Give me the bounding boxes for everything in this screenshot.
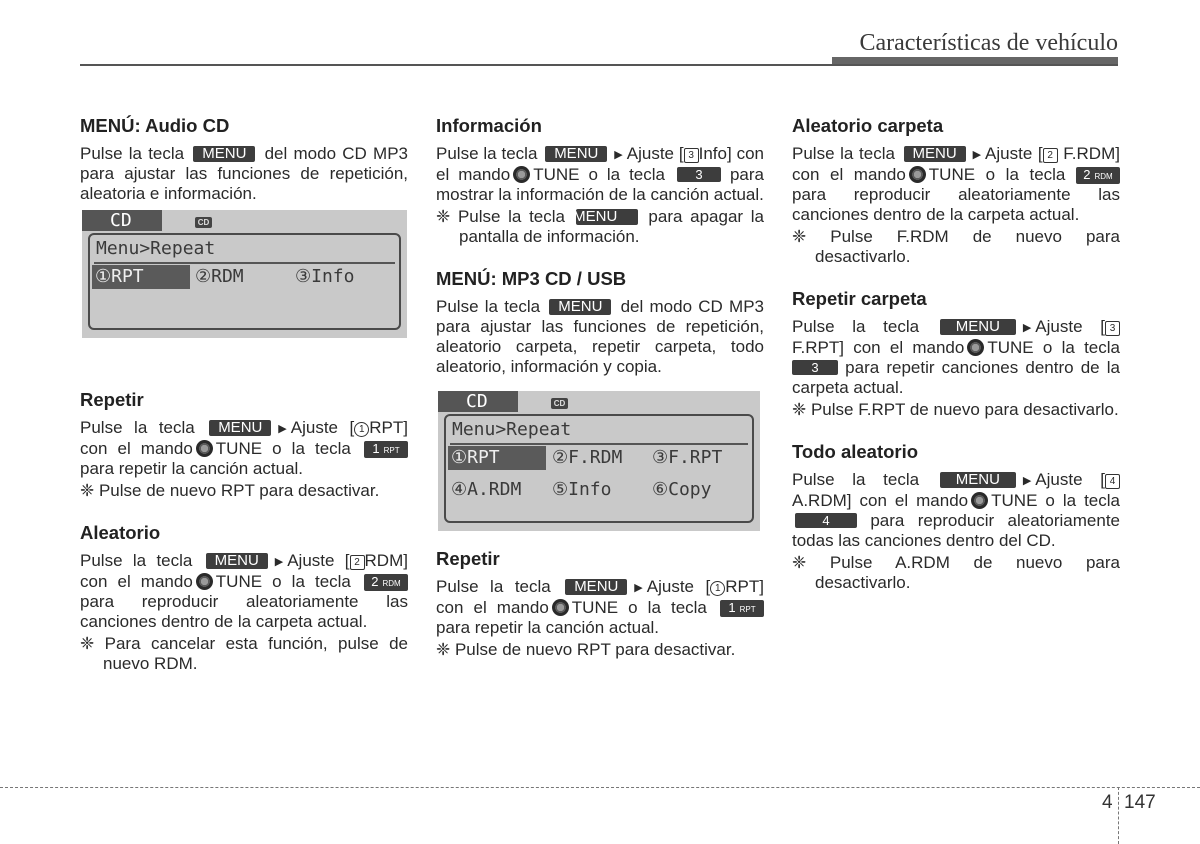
screen-option: ⑤Info [552,479,612,500]
text: TUNE [991,491,1038,510]
key-4: 4 [795,513,857,528]
text: Pulse la tecla [436,144,538,163]
text: canciones dentro de la carpeta actual. [792,358,1120,397]
paragraph [80,418,408,479]
text: TUNE [533,165,580,184]
text: RPT] [369,418,408,437]
section-informacion [436,114,764,247]
text: F.RDM] con el mando [792,144,1120,184]
text: Pulse la tecla [436,297,541,316]
text: TUNE [928,165,976,184]
section-title: Información [436,115,542,136]
section-repetir-mp3 [436,547,764,660]
text: o la tecla [272,439,351,458]
text: TUNE [215,572,263,591]
menu-key: MENU [565,579,627,595]
section-title: Repetir carpeta [792,288,927,309]
text: Pulse la tecla [792,317,920,336]
section-repetir-carpeta [792,287,1120,420]
tune-knob-icon [552,599,569,616]
text: Ajuste [ [287,551,350,570]
section-title: Todo aleatorio [792,441,919,462]
menu-key: MENU [545,146,607,162]
text: reproducir aleatoriamente todas las canciones dentro del CD. [792,511,1120,550]
rdm-key: 2 RDM [1076,167,1120,184]
screen-frame [88,233,401,330]
section-title: MENÚ: Audio CD [80,115,230,136]
rpt-key: 1 RPT [720,600,764,617]
text: aleatoriamente las canciones dentro de la carpeta actual. [792,185,1120,224]
tune-knob-icon [196,440,213,457]
paragraph [436,297,764,377]
text: RPT] [725,577,764,596]
arrow-right-icon: ▶ [278,423,287,435]
rpt-key: 1 RPT [364,441,408,458]
column-left [80,114,408,674]
menu-key: MENU [904,146,966,162]
display-screen-mp3 [438,391,760,531]
text: o la tecla [1045,491,1120,510]
menu-key: MENU [549,299,611,315]
tune-knob-icon [967,339,984,356]
text: TUNE [571,598,619,617]
paragraph [792,317,1120,398]
text: o la tecla [628,598,707,617]
boxed-number-icon: 3 [684,148,699,163]
circled-number-icon: 1 [354,422,369,437]
key-3: 3 [792,360,838,375]
boxed-number-icon: 2 [1043,148,1058,163]
text: con el mando [80,439,193,458]
footer-divider [0,787,1200,788]
note: ❈ Para cancelar esta función, pulse de nuevo RDM. [80,634,408,673]
section-aleatorio [80,521,408,674]
text: con el mando [436,144,764,184]
paragraph [436,144,764,205]
text: para repetir [845,358,935,377]
text: con el mando [436,598,549,617]
text: o la tecla [985,165,1066,184]
text: para apagar la pantalla de información. [459,207,764,246]
text: para reproducir [792,185,931,204]
cd-icon: CD [195,217,212,228]
rdm-key: 2 RDM [364,574,408,591]
screen-tab: CD [82,210,162,231]
paragraph [792,144,1120,225]
screen-option: ②F.RDM [552,447,623,468]
text: para repetir la canción actual. [80,459,304,478]
note: ❈ Pulse F.RPT de nuevo para desactivarlo. [792,400,1119,419]
screen-option: ③F.RPT [652,447,723,468]
text: Pulse la tecla [436,577,551,596]
paragraph [792,470,1120,551]
note: ❈ Pulse F.RDM de nuevo para desactivarlo. [792,227,1120,266]
paragraph [80,144,408,204]
text: Ajuste [ [646,577,711,596]
paragraph [80,551,408,632]
footer-vertical-divider [1118,787,1119,844]
screen-option: ③Info [295,266,355,287]
boxed-number-icon: 3 [1105,321,1120,336]
text: Ajuste [ [1035,470,1105,489]
screen-option: ①RPT [92,265,190,289]
column-right [792,114,1120,593]
screen-option: ⑥Copy [652,479,712,500]
menu-key: MENU [209,420,271,436]
text: Pulse la tecla [80,551,193,570]
circled-number-icon: 1 [710,581,725,596]
text: con el mando [80,572,193,591]
note: ❈ Pulse de nuevo RPT para desactivar. [80,481,380,500]
paragraph [436,577,764,638]
column-middle [436,114,764,660]
arrow-right-icon: ▶ [972,149,982,161]
page-number: 147 [1124,792,1156,813]
header-title: Características de vehículo [859,30,1118,56]
text: RDM] [364,551,408,570]
section-title: Repetir [80,389,144,410]
text: TUNE [215,439,263,458]
boxed-number-icon: 4 [1105,474,1120,489]
text: del modo CD MP3 para ajustar las funciones de repetición, aleatoria e información. [80,144,408,203]
arrow-right-icon: ▶ [614,149,623,161]
section-repetir [80,388,408,501]
text: o la tecla [272,572,351,591]
tune-knob-icon [196,573,213,590]
text: Pulse la tecla [80,418,195,437]
header-line [80,64,1118,66]
text: Ajuste [ [290,418,355,437]
note [436,207,764,247]
screen-option: ④A.RDM [451,479,522,500]
section-aleatorio-carpeta [792,114,1120,267]
text: para mostrar la información de la canción actual. [436,165,764,204]
text: o la tecla [1042,338,1120,357]
text: Pulse la tecla [792,470,920,489]
text: del modo CD MP3 para ajustar las funciones de repetición, aleatorio carpeta, repetir carpeta, todo aleatorio, información y copia. [436,297,764,376]
arrow-right-icon: ▶ [1022,322,1032,334]
screen-option: ②RDM [195,266,244,287]
menu-key: MENU [940,319,1016,335]
screen-menu-line: Menu>Repeat [452,419,572,440]
text: F.RPT] con el mando [792,338,965,357]
text: TUNE [987,338,1034,357]
screen-menu-line: Menu>Repeat [96,238,216,259]
section-title: Repetir [436,548,500,569]
text: Ajuste [ [985,144,1043,163]
screen-option: ①RPT [448,446,546,470]
text: para repetir la canción actual. [436,618,660,637]
tune-knob-icon [909,166,926,183]
key-3: 3 [677,167,721,182]
section-title: Aleatorio [80,522,161,543]
text: ❈ Pulse la tecla [436,207,565,226]
arrow-right-icon: ▶ [1022,475,1032,487]
text: para reproducir aleatoriamente las canciones dentro de la carpeta actual. [80,592,408,631]
chapter-number: 4 [1102,792,1113,813]
section-menu-mp3 [436,267,764,377]
note: ❈ Pulse A.RDM de nuevo para desactivarlo. [792,553,1120,592]
screen-separator [450,443,748,445]
section-title: Aleatorio carpeta [792,115,944,136]
text: Ajuste [ [626,144,684,163]
arrow-right-icon: ▶ [274,556,284,568]
cd-icon: CD [551,398,568,409]
section-title: MENÚ: MP3 CD / USB [436,268,627,289]
screen-tab: CD [438,391,518,412]
display-screen-cd [82,210,407,338]
text: A.RDM] con el mando [792,491,969,510]
tune-knob-icon [971,492,988,509]
menu-key: MENU [940,472,1016,488]
note: ❈ Pulse de nuevo RPT para desactivar. [436,640,736,659]
arrow-right-icon: ▶ [634,582,643,594]
section-todo-aleatorio [792,440,1120,593]
screen-frame [444,414,754,523]
menu-key: MENU [576,209,638,225]
text: Pulse la tecla [792,144,895,163]
text: Ajuste [ [1035,317,1105,336]
text: Pulse la tecla [80,144,185,163]
menu-key: MENU [206,553,268,569]
text: o la tecla [588,165,665,184]
section-menu-audio-cd [80,114,408,204]
screen-separator [94,262,395,264]
menu-key: MENU [193,146,255,162]
text: Info] [698,144,732,163]
tune-knob-icon [513,166,530,183]
boxed-number-icon: 2 [350,555,365,570]
text: para [870,511,905,530]
